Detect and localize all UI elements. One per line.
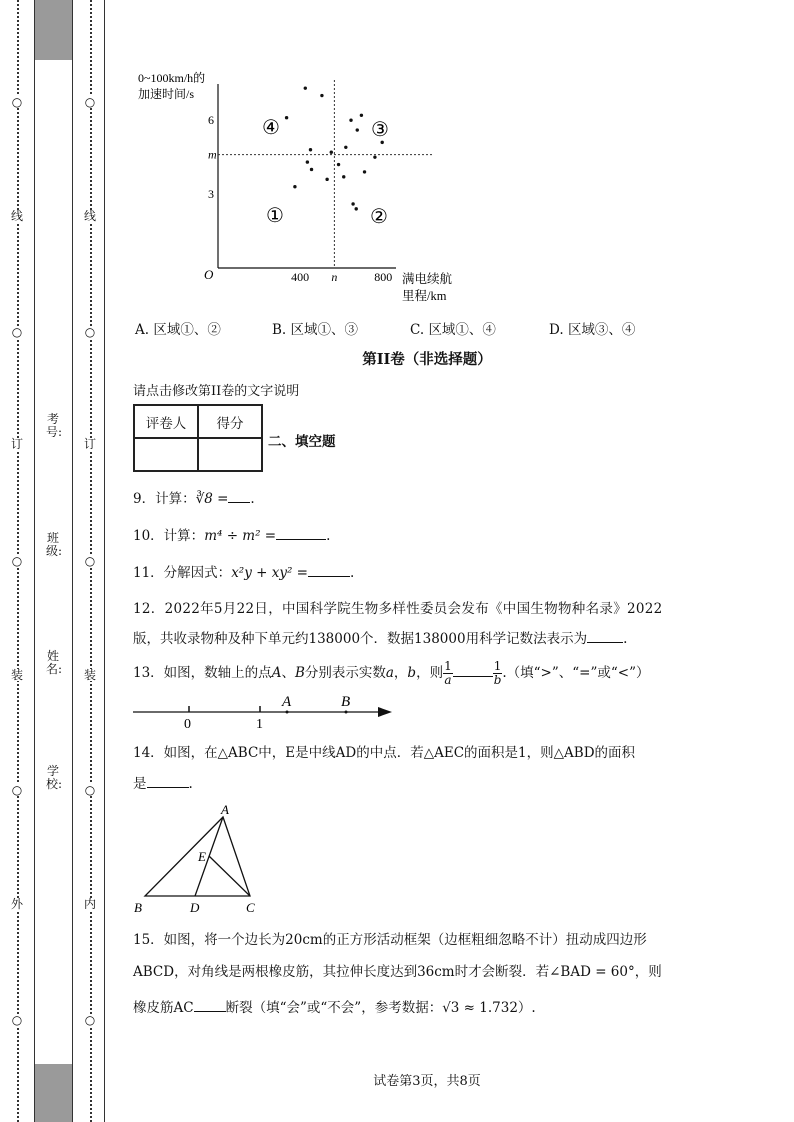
- question-9: [133, 487, 255, 507]
- question-15-line2: ABCD，对角线是两根橡皮筋，其拉伸长度达到36cm时才会断裂．若∠BAD = 60°，则: [133, 964, 662, 980]
- scatter-chart: [130, 66, 470, 306]
- inner-border: [104, 0, 105, 1122]
- chart-data-point: [380, 141, 383, 144]
- option-c-text: 区域①、④: [428, 322, 496, 338]
- q13-sep: ，: [393, 665, 408, 681]
- q13-prefix: 13．如图，数轴上的点: [133, 665, 272, 681]
- vertex-c-label: C: [246, 900, 255, 915]
- inner-circle: ○: [84, 95, 96, 109]
- chart-xlabel-line1: 满电续航: [402, 272, 453, 286]
- chart-data-point: [306, 160, 309, 163]
- section-title: 第II卷（非选择题）: [362, 351, 492, 368]
- chart-data-point: [304, 86, 307, 89]
- q13-point-a: A: [271, 665, 282, 681]
- outer-char-xian: 线: [10, 209, 23, 223]
- chart-data-point: [360, 114, 363, 117]
- score-cell-grader: [134, 438, 198, 471]
- option-c[interactable]: [410, 318, 496, 338]
- q13-fraction-1-over-a: [443, 660, 453, 687]
- outer-char-wai: 外: [10, 897, 23, 911]
- chart-y-tick-label: 6: [208, 113, 214, 128]
- option-a-text: 区域①、②: [153, 322, 221, 338]
- question-12-line2: [133, 627, 627, 647]
- chart-data-point: [344, 146, 347, 149]
- chart-ylabel-line2: 加速时间/s: [138, 87, 195, 101]
- number-line-arrow: [378, 707, 392, 717]
- q13-var-a: a: [385, 665, 394, 681]
- field-exam-number: 考号:: [46, 412, 63, 439]
- chart-region-label-1: ①: [266, 205, 284, 227]
- q13-answer-blank[interactable]: [453, 664, 493, 677]
- question-14-line1: 14．如图，在△ABC中，E是中线AD的中点．若△AEC的面积是1，则△ABD的面积: [133, 745, 636, 761]
- q12-answer-blank[interactable]: [587, 630, 623, 643]
- q9-expr: ∛8 =: [195, 491, 229, 507]
- q13-frac-b-den: b: [493, 673, 502, 687]
- q10-expr: m⁴ ÷ m² =: [204, 528, 277, 544]
- outer-char-zhuang: 装: [10, 668, 23, 682]
- chart-ylabel-line1: 0~100km/h的: [138, 71, 206, 85]
- q10-prefix: 10．计算：: [133, 528, 205, 544]
- q14-line2-text: 是: [133, 776, 147, 792]
- option-c-letter: C.: [410, 322, 425, 338]
- tick-label-zero: 0: [184, 717, 191, 730]
- q12-suffix: .: [623, 631, 628, 647]
- point-b-dot: [345, 711, 348, 714]
- outer-circle: ○: [11, 783, 23, 797]
- q9-answer-blank[interactable]: [228, 490, 250, 503]
- inner-circle: ○: [84, 325, 96, 339]
- q10-suffix: .: [326, 528, 331, 544]
- vertex-b-label: B: [134, 900, 142, 915]
- chart-data-point: [342, 175, 345, 178]
- chart-xlabel-line2: 里程/km: [402, 289, 447, 303]
- chart-data-point: [373, 155, 376, 158]
- q14-suffix: .: [188, 776, 193, 792]
- q13-frac-b-num: 1: [493, 659, 502, 673]
- q13-frac-a-den: a: [444, 673, 452, 687]
- q11-answer-blank[interactable]: [308, 564, 350, 577]
- outer-circle: ○: [11, 95, 23, 109]
- option-b[interactable]: [272, 318, 358, 338]
- page-footer: 试卷第3页，共8页: [373, 1074, 481, 1089]
- chart-data-point: [355, 207, 358, 210]
- question-13: [133, 660, 650, 687]
- point-e-label: E: [198, 849, 206, 864]
- field-school: 学校:: [46, 764, 63, 791]
- inner-char-zhuang: 装: [83, 668, 96, 682]
- chart-data-point: [330, 151, 333, 154]
- question-10: [133, 524, 330, 544]
- option-d[interactable]: [549, 318, 635, 338]
- outer-border-left: [34, 0, 35, 1122]
- inner-circle: ○: [84, 1013, 96, 1027]
- question-15-line3: [133, 996, 536, 1016]
- section-heading: 二、填空题: [268, 434, 336, 450]
- point-b-label: B: [341, 694, 351, 710]
- q13-point-b: B: [294, 665, 305, 681]
- point-a-dot: [286, 711, 289, 714]
- chart-region-label-4: ④: [262, 117, 280, 139]
- chart-data-point: [337, 163, 340, 166]
- chart-x-tick-label: 800: [374, 270, 393, 284]
- chart-data-point: [349, 118, 352, 121]
- q13-mid1: 、: [281, 665, 295, 681]
- chart-data-point: [325, 178, 328, 181]
- outer-circle: ○: [11, 554, 23, 568]
- option-b-text: 区域①、③: [290, 322, 359, 338]
- number-line-figure: [130, 690, 400, 730]
- question-15-line1: 15．如图，将一个边长为20cm的正方形活动框架（边框粗细忽略不计）扭动成四边形: [133, 932, 647, 948]
- q11-prefix: 11．分解因式：: [133, 565, 232, 581]
- q11-suffix: .: [350, 565, 355, 581]
- binding-margin: [0, 0, 106, 1122]
- outer-circle: ○: [11, 325, 23, 339]
- q13-var-b: b: [407, 665, 417, 681]
- inner-char-ding: 订: [83, 437, 96, 451]
- q15-answer-blank[interactable]: [194, 999, 226, 1012]
- point-d-label: D: [190, 900, 200, 915]
- chart-y-tick-label: 3: [208, 187, 214, 202]
- q13-frac-a-num: 1: [444, 659, 452, 673]
- chart-data-point: [285, 116, 288, 119]
- chart-y-tick-label: m: [208, 147, 217, 162]
- tick-label-one: 1: [256, 717, 263, 730]
- q13-mid3: ，则: [416, 665, 444, 681]
- q10-answer-blank[interactable]: [276, 527, 326, 540]
- q13-mid2: 分别表示实数: [304, 665, 386, 681]
- gray-bar-top: [35, 0, 72, 60]
- q14-answer-blank[interactable]: [147, 775, 189, 788]
- question-12-line1: 12．2022年5月22日，中国科学院生物多样性委员会发布《中国生物物种名录》2022: [133, 601, 663, 617]
- score-header-grader: 评卷人: [134, 405, 198, 438]
- option-b-letter: B.: [272, 322, 287, 338]
- chart-data-point: [320, 94, 323, 97]
- question-11: [133, 561, 354, 581]
- chart-origin-label: O: [204, 267, 214, 282]
- outer-char-ding: 订: [10, 437, 23, 451]
- inner-circle: ○: [84, 554, 96, 568]
- q11-expr: x²y + xy² =: [231, 565, 308, 581]
- q13-tail: .（填“>”、“=”或“<”）: [502, 665, 650, 681]
- option-d-text: 区域③、④: [567, 322, 636, 338]
- score-table: [133, 404, 263, 472]
- score-cell-score: [198, 438, 262, 471]
- question-14-line2: [133, 772, 193, 792]
- chart-data-point: [293, 185, 296, 188]
- chart-data-point: [356, 128, 359, 131]
- q9-suffix: .: [250, 491, 255, 507]
- section-note: 请点击修改第II卷的文字说明: [133, 384, 300, 399]
- option-d-letter: D.: [549, 322, 564, 338]
- chart-region-label-3: ③: [371, 119, 389, 141]
- chart-x-tick-label: 400: [291, 270, 310, 284]
- q9-prefix: 9．计算：: [133, 491, 196, 507]
- outer-border-right: [72, 0, 73, 1122]
- inner-char-xian: 线: [83, 209, 96, 223]
- q15-line3-text-b: 断裂（填“会”或“不会”，参考数据：√3 ≈ 1.732）.: [225, 1000, 536, 1016]
- chart-x-tick-label: n: [331, 270, 338, 284]
- q15-line3-text-a: 橡皮筋AC: [133, 1000, 194, 1016]
- point-a-label: A: [282, 694, 292, 710]
- chart-region-label-2: ②: [370, 206, 388, 228]
- chart-data-point: [363, 170, 366, 173]
- chart-data-point: [351, 202, 354, 205]
- triangle-figure: [128, 800, 268, 918]
- score-header-score: 得分: [198, 405, 262, 438]
- vertex-a-label: A: [221, 802, 229, 817]
- q12-line2-text: 版，共收录物种及种下单元约138000个．数据138000用科学记数法表示为: [133, 631, 588, 647]
- option-a-letter: A.: [135, 322, 150, 338]
- chart-data-point: [310, 168, 313, 171]
- inner-char-nei: 内: [83, 897, 96, 911]
- option-a[interactable]: [135, 318, 221, 338]
- q13-fraction-1-over-b: [493, 660, 503, 687]
- field-name: 姓名:: [46, 649, 63, 676]
- outer-circle: ○: [11, 1013, 23, 1027]
- chart-data-point: [309, 148, 312, 151]
- field-class: 班级:: [46, 531, 63, 558]
- inner-circle: ○: [84, 783, 96, 797]
